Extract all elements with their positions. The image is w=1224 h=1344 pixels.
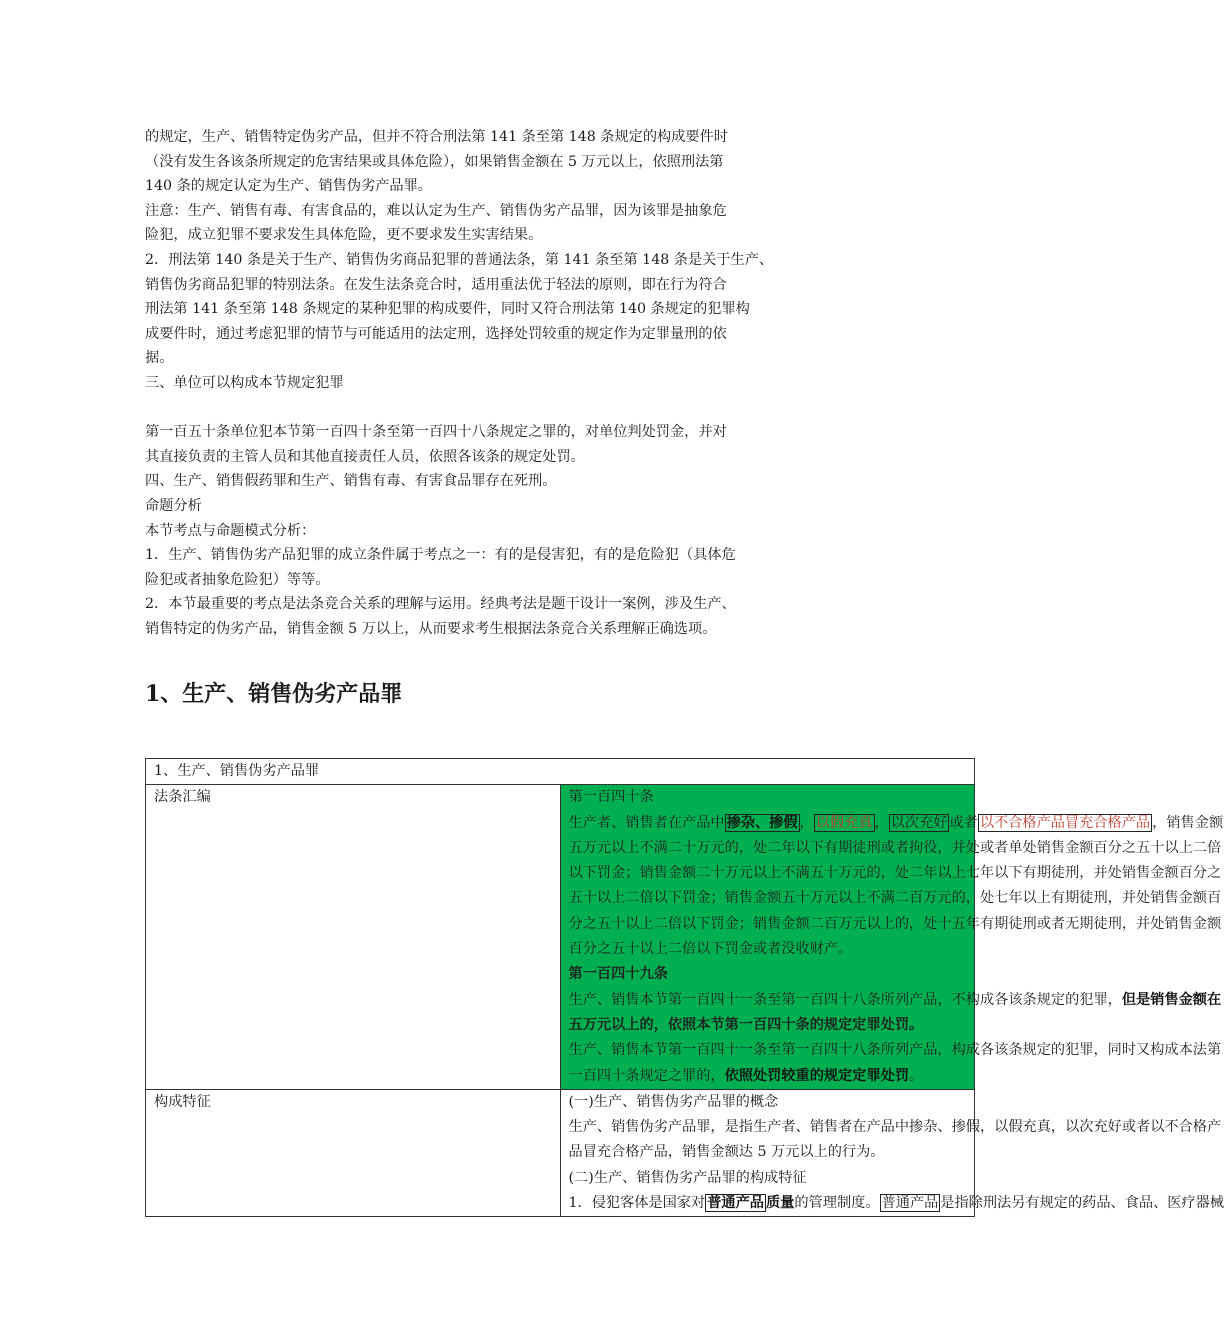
article-140-line <box>568 811 1224 836</box>
paragraph-line: 2．本节最重要的考点是法条竞合关系的理解与运用。经典考法是题干设计一案例，涉及生产、 <box>145 596 736 613</box>
paragraph-line: 销售伪劣商品犯罪的特别法条。在发生法条竞合时，适用重法优于轻法的原则，即在行为符合 <box>145 276 727 293</box>
statutes-cell <box>560 785 1224 1090</box>
bold-run: 依照处罚较重的规定定罪处罚 <box>724 1067 910 1084</box>
row-label-statutes: 法条汇编 <box>146 785 561 1090</box>
paragraph-line: 1．生产、销售伪劣产品犯罪的成立条件属于考点之一：有的是侵害犯，有的是危险犯（具体危 <box>145 547 736 564</box>
law-table <box>145 758 1224 1217</box>
section-heading: 三、单位可以构成本节规定犯罪 <box>145 374 344 391</box>
paragraph-line: （没有发生各该条所规定的危害结果或具体危险），如果销售金额在 5 万元以上，依照刑法第 <box>145 153 724 170</box>
paragraph-line: 险犯，成立犯罪不要求发生具体危险，更不要求发生实害结果。 <box>145 227 543 244</box>
text-run: 一百四十条规定之罪的， <box>568 1067 725 1084</box>
section-title: 1、生产、销售伪劣产品罪 <box>145 681 403 707</box>
article-140-title: 第一百四十条 <box>568 789 654 806</box>
section-heading: 四、生产、销售假药罪和生产、销售有毒、有害食品罪存在死刑。 <box>145 473 557 490</box>
blank-line <box>145 396 825 421</box>
body-text <box>145 125 825 641</box>
paragraph-line: 据。 <box>145 350 174 367</box>
paragraph-line: 成要件时，通过考虑犯罪的情节与可能适用的法定刑，选择处罚较重的规定作为定罪量刑的依 <box>145 325 727 342</box>
article-140-line: 分之五十以上二倍以下罚金；销售金额二百万元以上的，处十五年有期徒刑或者无期徒刑，并处销售金额 <box>568 915 1222 932</box>
article-140-line: 百分之五十以上二倍以下罚金或者没收财产。 <box>568 941 853 958</box>
text-run: 的管理制度。 <box>794 1195 880 1212</box>
article-149-line: 五万元以上的，依照本节第一百四十条的规定定罪处罚。 <box>568 1016 924 1033</box>
table-title: 1、生产、销售伪劣产品罪 <box>146 759 975 785</box>
boxed-term: 以不合格产品冒充合格产品 <box>979 814 1151 831</box>
boxed-term: 掺杂、掺假 <box>726 814 798 831</box>
text-run: ，销售金额 <box>1152 814 1224 831</box>
features-line: 生产、销售伪劣产品罪，是指生产者、销售者在产品中掺杂、掺假，以假充真，以次充好或者以不合格产 <box>568 1119 1222 1136</box>
paragraph-line: 注意：生产、销售有毒、有害食品的，难以认定为生产、销售伪劣产品罪，因为该罪是抽象危 <box>145 202 727 219</box>
paragraph-line: 险犯或者抽象危险犯）等等。 <box>145 571 330 588</box>
boxed-term: 普通产品 <box>707 1195 764 1212</box>
article-149-line <box>568 988 1222 1013</box>
features-line <box>568 1191 1224 1216</box>
article-140-line: 五十以上二倍以下罚金；销售金额五十万元以上不满二百万元的，处七年以上有期徒刑，并处销售金额百 <box>568 890 1222 907</box>
paragraph-line: 的规定，生产、销售特定伪劣产品，但并不符合刑法第 141 条至第 148 条规定的构成要件时 <box>145 129 728 145</box>
features-cell <box>560 1089 1224 1216</box>
features-line: (一)生产、销售伪劣产品罪的概念 <box>568 1093 779 1110</box>
paragraph-line: 其直接负责的主管人员和其他直接责任人员，依照各该条的规定处罚。 <box>145 448 585 465</box>
bold-run: 但是销售金额在 <box>1121 991 1222 1008</box>
table-row <box>146 1089 975 1216</box>
boxed-term: 以次充好 <box>890 814 948 831</box>
text-run: ， <box>874 814 889 831</box>
paragraph-line: 140 条的规定认定为生产、销售伪劣产品罪。 <box>145 178 432 195</box>
paragraph-line: 第一百五十条单位犯本节第一百四十条至第一百四十八条规定之罪的，对单位判处罚金，并对 <box>145 424 727 441</box>
article-149-line: 生产、销售本节第一百四十一条至第一百四十八条所列产品，构成各该条规定的犯罪，同时又构成本法第 <box>568 1042 1222 1059</box>
table-title-row <box>146 759 975 785</box>
boxed-term: 以假充真 <box>815 814 873 831</box>
row-label-features: 构成特征 <box>146 1089 561 1216</box>
article-140-line: 五万元以上不满二十万元的，处二年以下有期徒刑或者拘役，并处或者单处销售金额百分之五十以上二倍 <box>568 839 1222 856</box>
text-run: 是指除刑法另有规定的药品、食品、医疗器械 <box>940 1195 1224 1212</box>
paragraph-line: 本节考点与命题模式分析： <box>145 522 316 539</box>
paragraph-line: 2．刑法第 140 条是关于生产、销售伪劣商品犯罪的普通法条，第 141 条至第 148 条是关于生产、 <box>145 251 774 268</box>
paragraph-line: 刑法第 141 条至第 148 条规定的某种犯罪的构成要件，同时又符合刑法第 140 条规定的犯罪构 <box>145 301 750 318</box>
text-run: 生产者、销售者在产品中 <box>568 814 725 831</box>
article-140-line: 以下罚金；销售金额二十万元以上不满五十万元的，处二年以上七年以下有期徒刑，并处销售金额百分之 <box>568 865 1222 882</box>
text-run: ， <box>799 814 814 831</box>
article-149-line <box>569 1064 975 1089</box>
section-heading: 命题分析 <box>145 497 202 514</box>
paragraph-line: 销售特定的伪劣产品，销售金额 5 万以上，从而要求考生根据法条竞合关系理解正确选项。 <box>145 620 717 637</box>
text-run: 。 <box>909 1067 924 1084</box>
text-run: 生产、销售本节第一百四十一条至第一百四十八条所列产品，不构成各该条规定的犯罪， <box>568 991 1122 1008</box>
text-run: 1．侵犯客体是国家对 <box>568 1195 706 1212</box>
boxed-term: 普通产品 <box>881 1195 939 1212</box>
article-149-title: 第一百四十九条 <box>568 966 668 983</box>
features-line: 品冒充合格产品，销售金额达 5 万元以上的行为。 <box>568 1144 885 1161</box>
text-run: 或者 <box>949 814 978 831</box>
bold-run: 质量 <box>765 1195 795 1212</box>
table-row <box>146 785 975 1090</box>
features-line: (二)生产、销售伪劣产品罪的构成特征 <box>568 1169 807 1186</box>
